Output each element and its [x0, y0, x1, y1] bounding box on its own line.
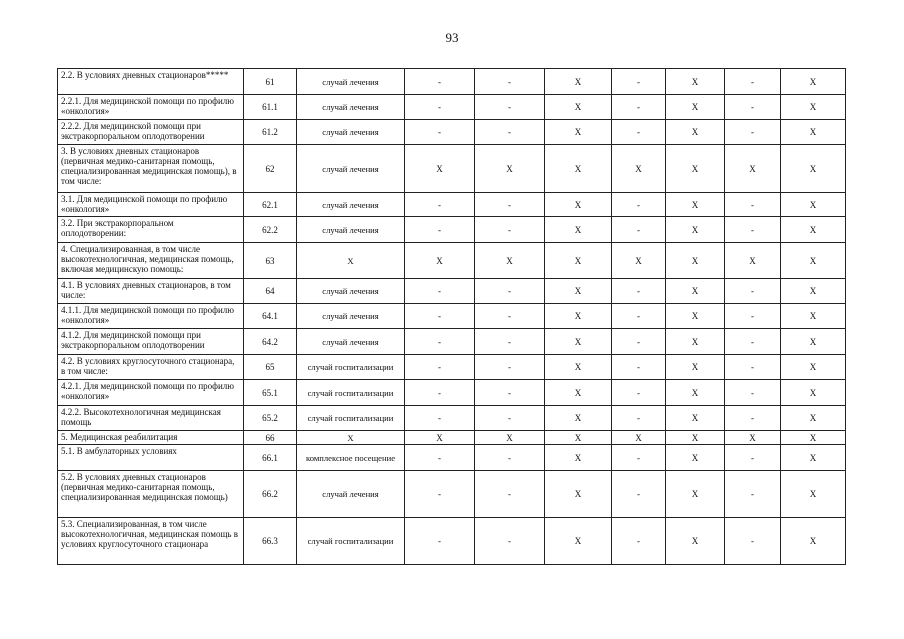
unit-cell: случай госпитализации [297, 518, 405, 565]
unit-cell: случай лечения [297, 193, 405, 217]
value-cell: - [725, 120, 781, 145]
value-cell: - [405, 279, 475, 304]
value-cell: - [725, 69, 781, 95]
value-cell: - [475, 329, 545, 355]
unit-cell: случай лечения [297, 69, 405, 95]
value-cell: X [666, 193, 725, 217]
value-cell: - [475, 279, 545, 304]
value-cell: X [545, 445, 612, 471]
value-cell: - [405, 445, 475, 471]
unit-cell: случай госпитализации [297, 380, 405, 406]
value-cell: X [666, 243, 725, 279]
unit-cell: случай лечения [297, 471, 405, 518]
value-cell: - [405, 329, 475, 355]
value-cell: X [666, 445, 725, 471]
value-cell: X [781, 471, 846, 518]
value-cell: X [545, 329, 612, 355]
value-cell: X [545, 355, 612, 380]
value-cell: X [475, 243, 545, 279]
row-number-cell: 64 [244, 279, 297, 304]
table-row [58, 329, 846, 355]
row-number-cell: 65.2 [244, 406, 297, 431]
row-label-cell: 4. Специализированная, в том числе высокотехнологичная, медицинская помощь, включая медицинскую помощь: [58, 243, 244, 279]
page-number: 93 [445, 30, 459, 45]
row-number-cell: 65 [244, 355, 297, 380]
value-cell: - [612, 445, 666, 471]
value-cell: - [725, 329, 781, 355]
value-cell: X [545, 380, 612, 406]
value-cell: X [666, 518, 725, 565]
value-cell: - [725, 217, 781, 243]
row-number-cell: 62 [244, 145, 297, 193]
value-cell: X [725, 431, 781, 445]
table-row [58, 304, 846, 329]
row-label-cell: 4.2.1. Для медицинской помощи по профилю «онкология» [58, 380, 244, 406]
unit-cell: случай лечения [297, 145, 405, 193]
value-cell: - [612, 471, 666, 518]
value-cell: - [405, 471, 475, 518]
value-cell: - [405, 380, 475, 406]
value-cell: X [666, 406, 725, 431]
value-cell: - [405, 120, 475, 145]
table-row [58, 518, 846, 565]
unit-cell: случай лечения [297, 304, 405, 329]
row-number-cell: 66.2 [244, 471, 297, 518]
value-cell: X [545, 145, 612, 193]
unit-cell: X [297, 431, 405, 445]
value-cell: X [781, 380, 846, 406]
table-row [58, 69, 846, 95]
value-cell: X [666, 145, 725, 193]
value-cell: X [666, 217, 725, 243]
value-cell: X [545, 95, 612, 120]
value-cell: - [612, 355, 666, 380]
row-number-cell: 63 [244, 243, 297, 279]
value-cell: X [666, 69, 725, 95]
row-label-cell: 2.2.2. Для медицинской помощи при экстракорпоральном оплодотворении [58, 120, 244, 145]
row-number-cell: 61.1 [244, 95, 297, 120]
value-cell: - [612, 329, 666, 355]
row-number-cell: 66 [244, 431, 297, 445]
row-number-cell: 66.3 [244, 518, 297, 565]
row-label-cell: 2.2.1. Для медицинской помощи по профилю «онкология» [58, 95, 244, 120]
value-cell: X [612, 431, 666, 445]
value-cell: - [405, 304, 475, 329]
value-cell: - [405, 355, 475, 380]
row-label-cell: 5.2. В условиях дневных стационаров (первичная медико-санитарная помощь, специализированная медицинская помощь) [58, 471, 244, 518]
table-row [58, 445, 846, 471]
value-cell: - [612, 380, 666, 406]
value-cell: - [475, 193, 545, 217]
table-row [58, 355, 846, 380]
value-cell: X [781, 445, 846, 471]
value-cell: - [725, 445, 781, 471]
table-row [58, 95, 846, 120]
value-cell: - [612, 193, 666, 217]
value-cell: - [475, 69, 545, 95]
value-cell: X [666, 95, 725, 120]
value-cell: X [666, 380, 725, 406]
value-cell: X [781, 431, 846, 445]
value-cell: - [612, 120, 666, 145]
value-cell: X [545, 471, 612, 518]
table-row [58, 145, 846, 193]
value-cell: X [781, 304, 846, 329]
row-label-cell: 5.1. В амбулаторных условиях [58, 445, 244, 471]
value-cell: - [475, 217, 545, 243]
row-number-cell: 65.1 [244, 380, 297, 406]
value-cell: - [725, 304, 781, 329]
unit-cell: случай госпитализации [297, 355, 405, 380]
value-cell: - [405, 95, 475, 120]
value-cell: - [725, 380, 781, 406]
value-cell: X [545, 304, 612, 329]
row-label-cell: 4.2.2. Высокотехнологичная медицинская помощь [58, 406, 244, 431]
row-label-cell: 3.2. При экстракорпоральном оплодотворении: [58, 217, 244, 243]
value-cell: - [725, 193, 781, 217]
value-cell: - [725, 518, 781, 565]
value-cell: X [781, 145, 846, 193]
value-cell: X [781, 193, 846, 217]
value-cell: - [725, 406, 781, 431]
value-cell: - [612, 69, 666, 95]
unit-cell: случай лечения [297, 279, 405, 304]
row-label-cell: 2.2. В условиях дневных стационаров***** [58, 69, 244, 95]
unit-cell: случай лечения [297, 95, 405, 120]
value-cell: - [612, 279, 666, 304]
value-cell: X [781, 95, 846, 120]
value-cell: X [545, 193, 612, 217]
value-cell: X [545, 69, 612, 95]
value-cell: X [405, 145, 475, 193]
value-cell: X [781, 518, 846, 565]
table-row [58, 279, 846, 304]
document-table [57, 68, 846, 565]
value-cell: X [405, 243, 475, 279]
table-row [58, 120, 846, 145]
value-cell: - [612, 406, 666, 431]
table-row [58, 243, 846, 279]
value-cell: - [475, 471, 545, 518]
value-cell: X [781, 279, 846, 304]
value-cell: X [475, 431, 545, 445]
value-cell: - [612, 518, 666, 565]
row-number-cell: 62.1 [244, 193, 297, 217]
value-cell: - [475, 120, 545, 145]
value-cell: X [666, 304, 725, 329]
unit-cell: случай лечения [297, 120, 405, 145]
value-cell: - [475, 406, 545, 431]
unit-cell: комплексное посещение [297, 445, 405, 471]
row-number-cell: 64.2 [244, 329, 297, 355]
table-row [58, 193, 846, 217]
value-cell: X [666, 329, 725, 355]
value-cell: - [475, 304, 545, 329]
value-cell: X [781, 406, 846, 431]
table-row [58, 431, 846, 445]
table-row [58, 471, 846, 518]
value-cell: X [666, 471, 725, 518]
value-cell: X [666, 279, 725, 304]
row-label-cell: 5. Медицинская реабилитация [58, 431, 244, 445]
value-cell: - [725, 355, 781, 380]
value-cell: X [545, 406, 612, 431]
row-label-cell: 4.1.1. Для медицинской помощи по профилю «онкология» [58, 304, 244, 329]
row-number-cell: 61 [244, 69, 297, 95]
value-cell: - [405, 193, 475, 217]
value-cell: - [475, 518, 545, 565]
value-cell: - [612, 304, 666, 329]
row-number-cell: 62.2 [244, 217, 297, 243]
value-cell: - [405, 406, 475, 431]
value-cell: X [781, 243, 846, 279]
value-cell: X [781, 69, 846, 95]
value-cell: X [545, 431, 612, 445]
value-cell: X [612, 243, 666, 279]
unit-cell: случай госпитализации [297, 406, 405, 431]
value-cell: X [545, 217, 612, 243]
row-label-cell: 3.1. Для медицинской помощи по профилю «онкология» [58, 193, 244, 217]
value-cell: - [612, 217, 666, 243]
row-number-cell: 64.1 [244, 304, 297, 329]
value-cell: - [612, 95, 666, 120]
row-label-cell: 4.1.2. Для медицинской помощи при экстракорпоральном оплодотворении [58, 329, 244, 355]
row-label-cell: 5.3. Специализированная, в том числе высокотехнологичная, медицинская помощь в условиях круглосуточного стационара [58, 518, 244, 565]
value-cell: X [666, 355, 725, 380]
value-cell: X [545, 120, 612, 145]
row-number-cell: 61.2 [244, 120, 297, 145]
value-cell: - [475, 355, 545, 380]
unit-cell: случай лечения [297, 217, 405, 243]
table-row [58, 217, 846, 243]
value-cell: X [781, 355, 846, 380]
value-cell: - [725, 471, 781, 518]
value-cell: X [545, 518, 612, 565]
value-cell: - [725, 279, 781, 304]
unit-cell: X [297, 243, 405, 279]
value-cell: - [725, 95, 781, 120]
value-cell: - [405, 518, 475, 565]
value-cell: - [405, 217, 475, 243]
value-cell: X [612, 145, 666, 193]
value-cell: X [781, 120, 846, 145]
value-cell: - [475, 445, 545, 471]
value-cell: X [475, 145, 545, 193]
value-cell: X [405, 431, 475, 445]
table-row [58, 406, 846, 431]
value-cell: X [781, 329, 846, 355]
value-cell: X [666, 431, 725, 445]
row-label-cell: 3. В условиях дневных стационаров (первичная медико-санитарная помощь, специализированная медицинская помощь), в том числе: [58, 145, 244, 193]
value-cell: X [545, 243, 612, 279]
value-cell: X [781, 217, 846, 243]
row-label-cell: 4.2. В условиях круглосуточного стационара, в том числе: [58, 355, 244, 380]
table-row [58, 380, 846, 406]
value-cell: X [725, 243, 781, 279]
value-cell: - [475, 95, 545, 120]
value-cell: X [666, 120, 725, 145]
value-cell: - [475, 380, 545, 406]
row-number-cell: 66.1 [244, 445, 297, 471]
value-cell: X [725, 145, 781, 193]
value-cell: X [545, 279, 612, 304]
unit-cell: случай лечения [297, 329, 405, 355]
row-label-cell: 4.1. В условиях дневных стационаров, в том числе: [58, 279, 244, 304]
value-cell: - [405, 69, 475, 95]
